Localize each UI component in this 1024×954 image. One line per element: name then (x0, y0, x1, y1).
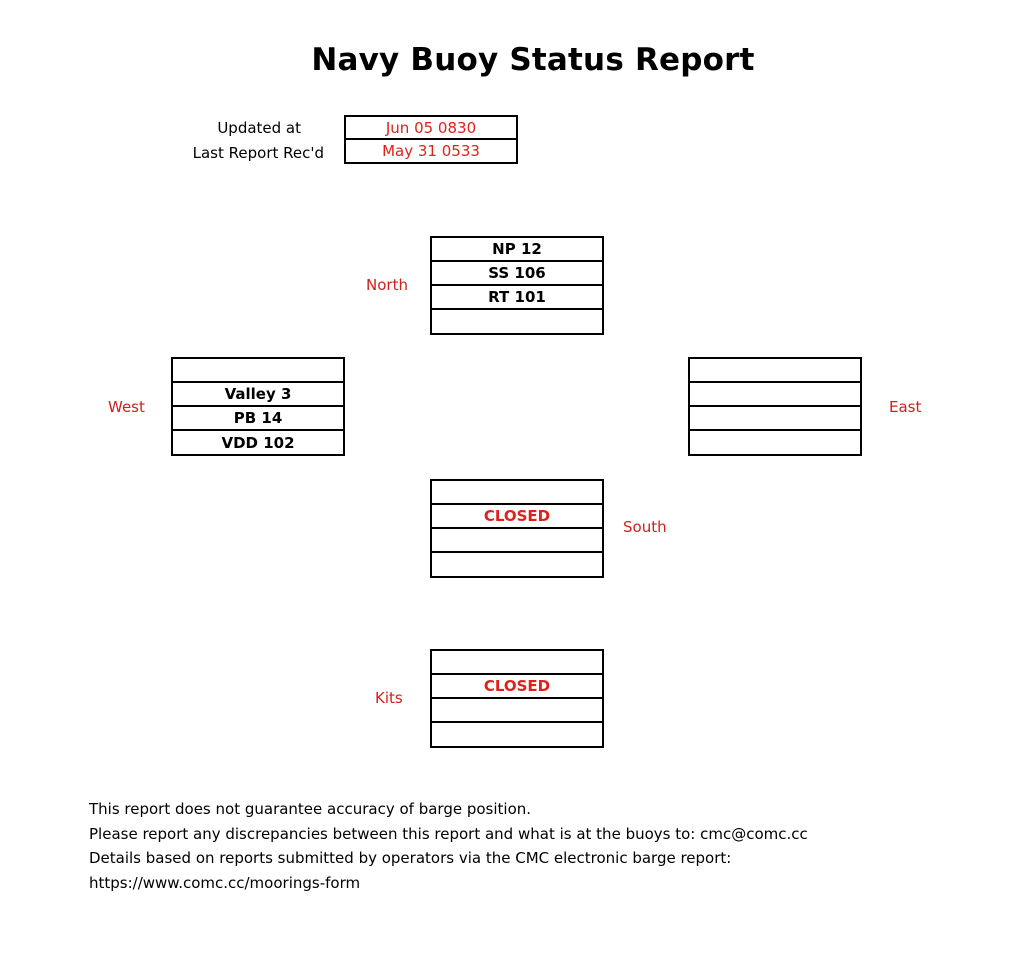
south-buoy-group (430, 479, 604, 578)
west-label: West (108, 398, 145, 416)
kits-cell-1 (432, 651, 602, 675)
last-report-value-box: May 31 0533 (344, 140, 518, 164)
page-title: Navy Buoy Status Report (311, 42, 755, 78)
kits-closed-status: CLOSED (432, 675, 602, 699)
west-cell-2: Valley 3 (173, 383, 343, 407)
south-label: South (623, 518, 667, 536)
west-cell-4: VDD 102 (221, 433, 295, 452)
north-buoy-group (430, 236, 604, 335)
north-cell-3: RT 101 (432, 286, 602, 310)
west-buoy-group (171, 357, 345, 456)
form-url: https://www.comc.cc/moorings-form (89, 873, 361, 892)
north-cell-1: NP 12 (432, 238, 602, 262)
south-cell-3 (432, 529, 602, 553)
disclaimer-text: This report does not guarantee accuracy of barge position. (89, 800, 532, 818)
east-cell-1 (690, 359, 860, 383)
kits-cell-4 (432, 723, 602, 746)
west-cell-1 (173, 359, 343, 383)
updated-label: Updated at (217, 119, 301, 137)
kits-cell-3 (432, 699, 602, 723)
east-cell-3 (690, 407, 860, 431)
last-report-label: Last Report Rec'd (192, 144, 324, 162)
east-cell-4 (690, 431, 860, 454)
west-cell-3: PB 14 (173, 407, 343, 431)
south-cell-1 (432, 481, 602, 505)
east-cell-2 (690, 383, 860, 407)
updated-value-box: Jun 05 0830 (344, 115, 518, 140)
south-cell-4 (432, 553, 602, 576)
kits-label: Kits (375, 689, 403, 707)
contact-text: Please report any discrepancies between this report and what is at the buoys to: cmc@comc.cc (89, 824, 808, 843)
east-label: East (889, 398, 922, 416)
north-cell-2: SS 106 (432, 262, 602, 286)
details-text: Details based on reports submitted by operators via the CMC electronic barge report: (89, 849, 732, 867)
footer-notes (89, 797, 808, 895)
kits-buoy-group (430, 649, 604, 748)
north-cell-4 (432, 310, 602, 333)
north-label: North (366, 276, 408, 294)
south-closed-status: CLOSED (432, 505, 602, 529)
east-buoy-group (688, 357, 862, 456)
